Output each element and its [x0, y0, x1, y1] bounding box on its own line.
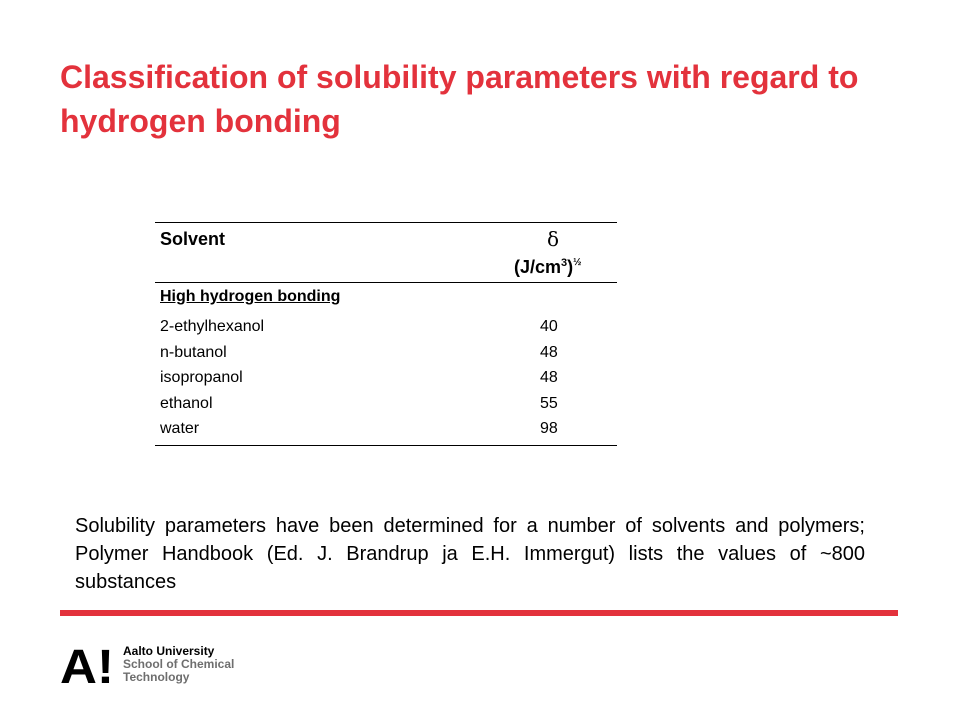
header-unit-close: )	[567, 257, 574, 277]
solvent-name: water	[160, 420, 200, 438]
logo-line-school: School of Chemical	[123, 657, 235, 671]
logo-line-university: Aalto University	[123, 644, 215, 658]
aalto-logo-mark	[60, 643, 116, 685]
header-unit-exponent: 3	[561, 257, 568, 269]
body-paragraph: Solubility parameters have been determined for a number of solvents and polymers; Polymer Handbook (Ed. J. Brandrup ja E.H. Immergut) lists the values of ~800 substances	[75, 515, 865, 593]
table-row	[155, 341, 617, 367]
table-row	[155, 392, 617, 418]
table-row	[155, 366, 617, 392]
table-section-label	[155, 283, 617, 311]
solubility-table	[155, 222, 617, 446]
header-delta-symbol: δ	[547, 227, 560, 251]
header-unit	[514, 257, 582, 278]
header-unit-power: ½	[573, 257, 582, 268]
delta-value: 48	[540, 369, 558, 387]
delta-value: 48	[540, 343, 558, 361]
header-unit-base: (J/cm	[514, 257, 562, 277]
table-row	[155, 417, 617, 443]
table-bottom-rule	[155, 445, 617, 446]
table-rows	[155, 311, 617, 445]
table-header	[155, 223, 617, 282]
solvent-name: isopropanol	[160, 369, 243, 387]
solvent-name: ethanol	[160, 394, 213, 412]
header-solvent: Solvent	[160, 229, 226, 249]
solvent-name: n-butanol	[160, 343, 227, 361]
delta-value: 40	[540, 318, 558, 335]
slide-title: Classification of solubility parameters with regard to hydrogen bonding	[60, 59, 859, 139]
logo-line-technology: Technology	[123, 670, 190, 684]
delta-value: 98	[540, 420, 558, 438]
table-row	[155, 315, 617, 341]
delta-value: 55	[540, 394, 558, 412]
footer-red-rule	[60, 610, 898, 616]
section-label-text: High hydrogen bonding	[160, 288, 341, 305]
logo-text	[123, 645, 323, 684]
logo-mark-text: A!	[60, 643, 114, 685]
solvent-name: 2-ethylhexanol	[160, 318, 265, 335]
